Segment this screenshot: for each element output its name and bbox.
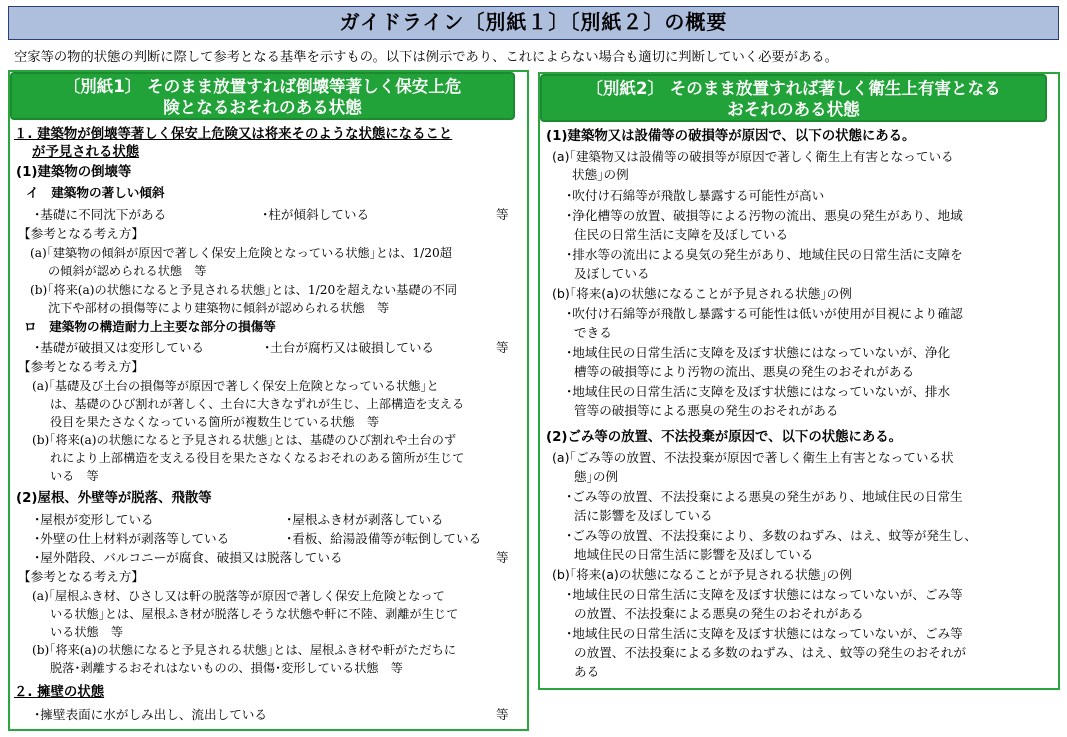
reference-text: 脱落･剥離するおそれはないものの、損傷･変形している状態 等 [50, 661, 403, 675]
list-item: ･浄化槽等の放置、破損等による汚物の流出、悪臭の発生があり、地域 [566, 208, 963, 223]
etc-label: 等 [496, 550, 509, 565]
subsection-1-i-title: イ 建築物の著しい傾斜 [26, 185, 165, 200]
etc-label: 等 [496, 340, 509, 355]
right-item: 状態｣の例 [572, 167, 629, 182]
list-item: 地域住民の日常生活に影響を及ぼしている [574, 547, 814, 562]
list-item: の放置、不法投棄による多数のねずみ、はえ、蚊等の発生のおそれが [574, 645, 966, 660]
list-item: ･外壁の仕上材料が剥落等している [34, 531, 230, 546]
right-item: (b)｢将来(a)の状態になることが予見される状態｣の例 [552, 286, 852, 301]
list-item: ･看板、給湯設備等が転倒している [286, 531, 482, 546]
list-item: ･ごみ等の放置、不法投棄による悪臭の発生があり、地域住民の日常生 [566, 489, 963, 504]
page-title: ガイドライン〔別紙１〕〔別紙２〕の概要 [8, 6, 1059, 40]
left-panel-heading [10, 72, 515, 120]
subsection-1-title: (1)建築物の倒壊等 [16, 165, 132, 180]
list-item: できる [574, 325, 612, 340]
list-item: ･屋根ふき材が剥落している [286, 512, 444, 527]
right-section-1-title: (1)建築物又は設備等の破損等が原因で、以下の状態にある。 [546, 129, 916, 144]
list-item: ･地域住民の日常生活に支障を及ぼす状態にはなっていないが、排水 [566, 384, 951, 399]
reference-text: (a)｢屋根ふき材、ひさし又は軒の脱落等が原因で著しく保安上危険となって [32, 589, 445, 603]
section1-title-line1: １. 建築物が倒壊等著しく保安上危険又は将来そのような状態になること [14, 127, 453, 142]
reference-label: 【参考となる考え方】 [18, 569, 144, 584]
list-item: ･屋外階段、バルコニーが腐食、破損又は脱落している [34, 550, 343, 565]
reference-text: いる 等 [50, 469, 99, 483]
reference-text: いる状態 等 [50, 625, 124, 639]
subsection-2-title: (2)屋根、外壁等が脱落、飛散等 [16, 491, 212, 506]
list-item: 槽等の破損等により汚物の流出、悪臭の発生のおそれがある [574, 364, 915, 379]
list-item: の放置、不法投棄による悪臭の発生のおそれがある [574, 606, 864, 621]
reference-text: (b)｢将来(a)の状態になると予見される状態｣とは、1/20を超えない基礎の不同 [30, 283, 458, 297]
reference-label: 【参考となる考え方】 [18, 359, 144, 374]
reference-label: 【参考となる考え方】 [18, 226, 144, 241]
list-item: ･吹付け石綿等が飛散し暴露する可能性は低いが使用が目視により確認 [566, 306, 963, 321]
right-item: 態｣の例 [574, 469, 619, 484]
list-item: 住民の日常生活に支障を及ぼしている [574, 227, 789, 242]
reference-text: 沈下や部材の損傷等により建築物に傾斜が認められる状態 等 [48, 301, 390, 315]
right-heading-line1: 〔別紙2〕 そのまま放置すれば著しく衛生上有害となる [586, 79, 1001, 98]
reference-text: (b)｢将来(a)の状態になると予見される状態｣とは、基礎のひび割れや土台のず [32, 433, 457, 447]
list-item: ･基礎に不同沈下がある [34, 207, 167, 222]
intro-text: 空家等の物的状態の判断に際して参考となる基準を示すもの。以下は例示であり、これによらない場合も適切に判断していく必要がある。 [14, 50, 838, 65]
section2-title: ２. 擁壁の状態 [14, 685, 105, 700]
list-item: ･擁壁表面に水がしみ出し、流出している [34, 707, 267, 722]
list-item: ･土台が腐朽又は破損している [264, 340, 435, 355]
right-item: (a)｢建築物又は設備等の破損等が原因で著しく衛生上有害となっている [552, 149, 954, 164]
reference-text: は、基礎のひび割れが著しく、土台に大きなずれが生じ、上部構造を支える [50, 397, 465, 411]
list-item: ･屋根が変形している [34, 512, 154, 527]
subsection-1-ro-title: ロ 建築物の構造耐力上主要な部分の損傷等 [24, 319, 276, 334]
list-item: ･地域住民の日常生活に支障を及ぼす状態にはなっていないが、ごみ等 [566, 587, 963, 602]
list-item: ･柱が傾斜している [262, 207, 370, 222]
list-item: ･吹付け石綿等が飛散し暴露する可能性が高い [566, 188, 825, 203]
right-panel-heading [540, 74, 1047, 122]
reference-text: (a)｢基礎及び土台の損傷等が原因で著しく保安上危険となっている状態｣と [32, 379, 439, 393]
list-item: ･ごみ等の放置、不法投棄により、多数のねずみ、はえ、蚊等が発生し、 [566, 528, 977, 543]
left-heading-line1: 〔別紙1〕 そのまま放置すれば倒壊等著しく保安上危 [63, 77, 462, 96]
reference-text: (b)｢将来(a)の状態になると予見される状態｣とは、屋根ふき材や軒がただちに [32, 643, 457, 657]
right-heading-line2: おそれのある状態 [727, 100, 860, 119]
reference-text: 役目を果たさなくなっている箇所が複数生じている状態 等 [50, 415, 380, 429]
right-item: (a)｢ごみ等の放置、不法投棄が原因で著しく衛生上有害となっている状 [552, 450, 954, 465]
list-item: ･地域住民の日常生活に支障を及ぼす状態にはなっていないが、浄化 [566, 345, 951, 360]
right-section-2-title: (2)ごみ等の放置、不法投棄が原因で、以下の状態にある。 [546, 430, 903, 445]
reference-text: (a)｢建築物の傾斜が原因で著しく保安上危険となっている状態｣とは、1/20超 [30, 246, 452, 260]
left-heading-line2: 険となるおそれのある状態 [163, 98, 362, 117]
list-item: 活に影響を及ぼしている [574, 508, 713, 523]
list-item: ･地域住民の日常生活に支障を及ぼす状態にはなっていないが、ごみ等 [566, 626, 963, 641]
right-item: (b)｢将来(a)の状態になることが予見される状態｣の例 [552, 567, 852, 582]
list-item: ある [574, 664, 600, 679]
list-item: 及ぼしている [574, 266, 650, 281]
list-item: ･排水等の流出による臭気の発生があり、地域住民の日常生活に支障を [566, 247, 963, 262]
list-item: ･基礎が破損又は変形している [34, 340, 205, 355]
section1-title-line2: が予見される状態 [32, 145, 140, 160]
reference-text: れにより上部構造を支える役目を果たさなくなるおそれのある箇所が生じて [50, 451, 465, 465]
reference-text: いる状態｣とは、屋根ふき材が脱落しそうな状態や軒に不陸、剥離が生じて [50, 607, 459, 621]
list-item: 管等の破損等による悪臭の発生のおそれがある [574, 403, 839, 418]
etc-label: 等 [496, 207, 509, 222]
reference-text: の傾斜が認められる状態 等 [48, 264, 207, 278]
etc-label: 等 [496, 707, 509, 722]
